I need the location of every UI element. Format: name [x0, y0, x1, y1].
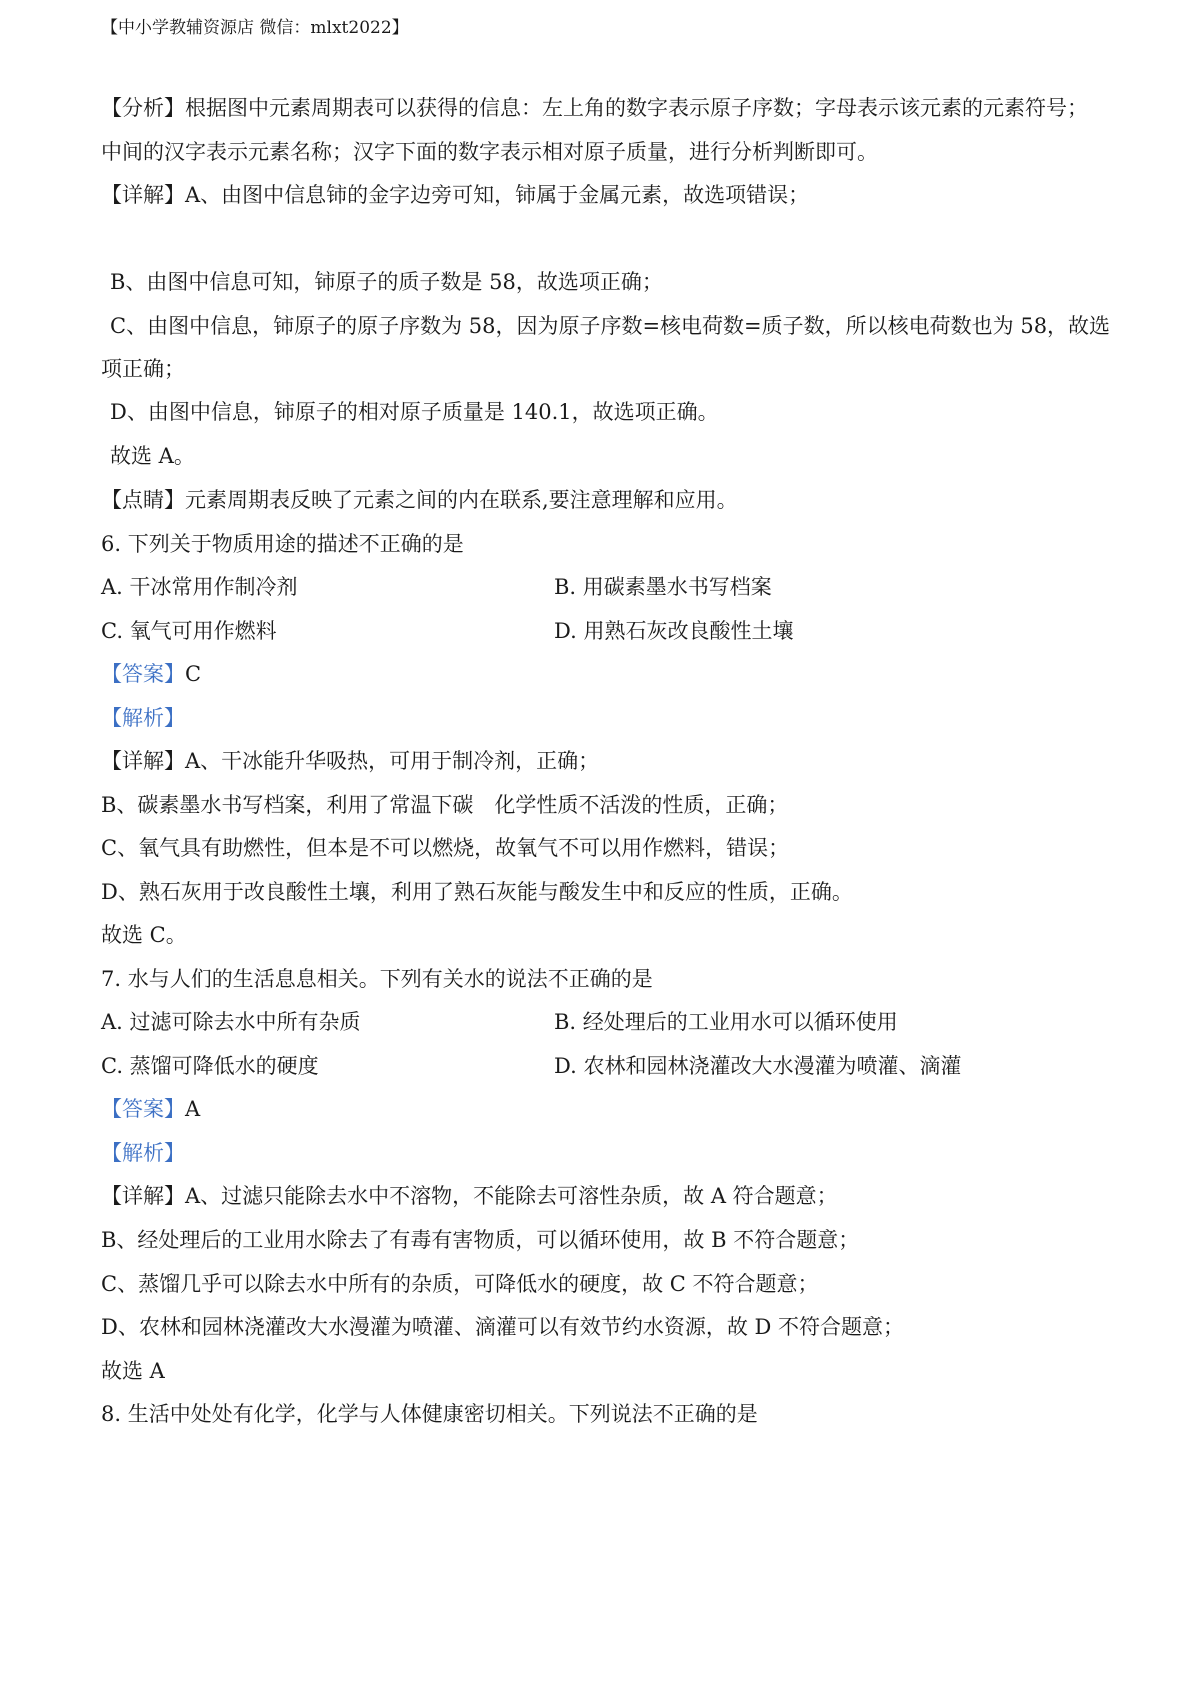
q7-option-b: B. 经处理后的工业用水可以循环使用	[554, 1010, 898, 1034]
analysis-detail-b: B、由图中信息可知，铈原子的质子数是 58，故选项正确；	[110, 270, 663, 294]
q7-answer-label: 【答案】	[101, 1097, 185, 1121]
q7-analysis-label: 【解析】	[101, 1141, 185, 1165]
q7-answer-value: A	[185, 1097, 201, 1121]
q6-choose: 故选 C。	[101, 923, 187, 947]
analysis-comment: 【点睛】元素周期表反映了元素之间的内在联系,要注意理解和应用。	[101, 488, 738, 512]
q6-stem: 6. 下列关于物质用途的描述不正确的是	[101, 532, 464, 556]
q7-detail-c: C、蒸馏几乎可以除去水中所有的杂质，可降低水的硬度，故 C 不符合题意；	[101, 1272, 819, 1296]
q6-answer	[101, 660, 201, 688]
analysis-choose: 故选 A。	[110, 444, 195, 468]
q7-detail-d: D、农林和园林浇灌改大水漫灌为喷灌、滴灌可以有效节约水资源，故 D 不符合题意；	[101, 1315, 905, 1339]
q7-detail-a: 【详解】A、过滤只能除去水中不溶物，不能除去可溶性杂质，故 A 符合题意；	[101, 1184, 838, 1208]
q6-detail-d: D、熟石灰用于改良酸性土壤，利用了熟石灰能与酸发生中和反应的性质，正确。	[101, 880, 853, 904]
analysis-line-1: 【分析】根据图中元素周期表可以获得的信息：左上角的数字表示原子序数；字母表示该元素的元素符号；	[101, 96, 1088, 120]
page-header: 【中小学教辅资源店 微信：mlxt2022】	[101, 18, 409, 38]
analysis-detail-c-2: 项正确；	[101, 357, 185, 381]
analysis-detail-a: 【详解】A、由图中信息铈的金字边旁可知，铈属于金属元素，故选项错误；	[101, 183, 810, 207]
q7-detail-b: B、经处理后的工业用水除去了有毒有害物质，可以循环使用，故 B 不符合题意；	[101, 1228, 860, 1252]
q6-answer-value: C	[185, 662, 202, 686]
q7-option-c: C. 蒸馏可降低水的硬度	[101, 1054, 319, 1078]
q6-option-d: D. 用熟石灰改良酸性土壤	[554, 619, 794, 643]
analysis-detail-c-1: C、由图中信息，铈原子的原子序数为 58，因为原子序数=核电荷数=质子数，所以核电荷数也为 58，故选	[110, 314, 1111, 338]
q6-option-c: C. 氧气可用作燃料	[101, 619, 277, 643]
q6-analysis-label: 【解析】	[101, 706, 185, 730]
q7-choose: 故选 A	[101, 1359, 165, 1383]
q6-detail-c: C、氧气具有助燃性，但本是不可以燃烧，故氧气不可以用作燃料，错误；	[101, 836, 790, 860]
q7-option-a: A. 过滤可除去水中所有杂质	[101, 1010, 361, 1034]
q6-detail-a: 【详解】A、干冰能升华吸热，可用于制冷剂，正确；	[101, 749, 600, 773]
q6-option-a: A. 干冰常用作制冷剂	[101, 575, 298, 599]
q6-answer-label: 【答案】	[101, 662, 185, 686]
q7-option-d: D. 农林和园林浇灌改大水漫灌为喷灌、滴灌	[554, 1054, 962, 1078]
analysis-detail-d: D、由图中信息，铈原子的相对原子质量是 140.1，故选项正确。	[110, 400, 719, 424]
q6-option-b: B. 用碳素墨水书写档案	[554, 575, 772, 599]
q8-stem: 8. 生活中处处有化学，化学与人体健康密切相关。下列说法不正确的是	[101, 1402, 758, 1426]
q7-stem: 7. 水与人们的生活息息相关。下列有关水的说法不正确的是	[101, 967, 653, 991]
q7-answer	[101, 1095, 200, 1123]
q6-detail-b: B、碳素墨水书写档案，利用了常温下碳 化学性质不活泼的性质，正确；	[101, 793, 789, 817]
analysis-line-2: 中间的汉字表示元素名称；汉字下面的数字表示相对原子质量，进行分析判断即可。	[101, 140, 878, 164]
